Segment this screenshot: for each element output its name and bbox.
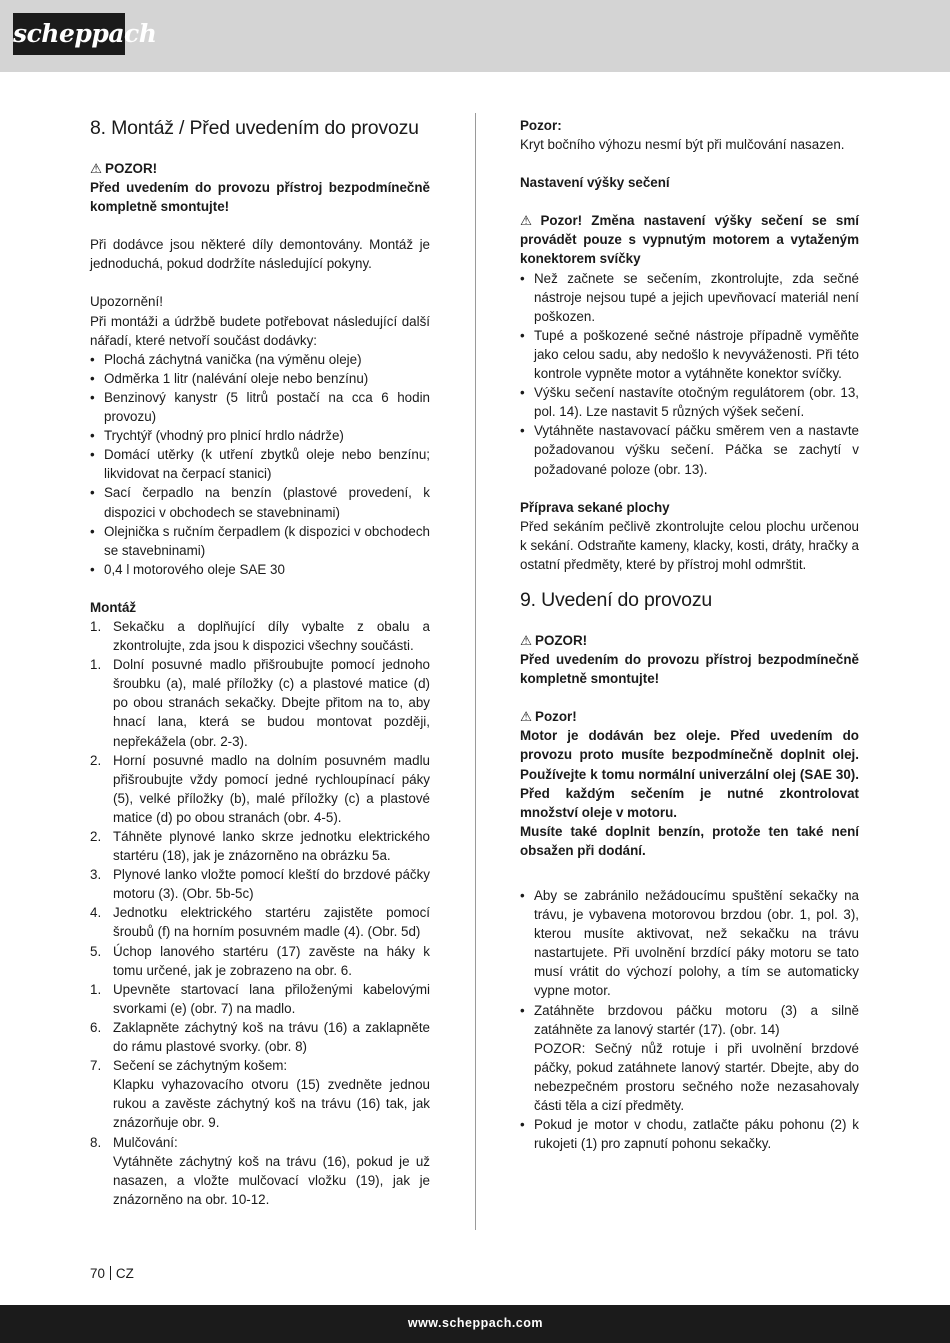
step-number: 1. [90, 657, 102, 673]
warning-label: POZOR! [105, 161, 158, 176]
step-number: 1. [90, 981, 102, 997]
bullet-marker: • [520, 423, 525, 439]
bullet-marker: • [90, 428, 95, 444]
height-list [520, 269, 859, 479]
tool-item: • Trychtýř (vhodný pro plnicí hrdlo nádrže) [90, 426, 430, 445]
start-item: • Pokud je motor v chodu, zatlačte páku pohonu (2) k rukojeti (1) pro zapnutí pohonu sekačky. [520, 1117, 859, 1152]
assembly-steps-list [90, 617, 430, 1209]
assembly-step: 8. Mulčování: Vytáhněte záchytný koš na trávu (16), pokud je už nasazen, a vložte mulčovací vložku (19), jak je znázorněno na obr. 10-12. [90, 1134, 430, 1207]
height-item: • Než začnete se sečením, zkontrolujte, zda sečné nástroje nejsou tupé a jejich upevňovací materiál není poškozen. [520, 270, 859, 324]
assembly-step: 6. Zaklapněte záchytný koš na trávu (16) a zaklapněte do rámu plastové svorky. (obr. 8) [90, 1019, 430, 1055]
assembly-step: 1. Dolní posuvné madlo přišroubujte pomocí jednoho šroubku (a), malé příložky (c) a plastové matice (d) po obou stranách sekačky. Dbejte přitom na to, aby hnací lana, která se budou montovat později, nepřekážela (obr. 2-3). [90, 657, 430, 749]
assembly-step: 4. Jednotku elektrického startéru zajistěte pomocí šroubů (f) na horním posuvném madle (4). (Obr. 5d) [90, 905, 430, 940]
tool-item: • Odměrka 1 litr (nalévání oleje nebo benzínu) [90, 369, 430, 388]
step-number: 1. [90, 618, 102, 634]
height-item: • Tupé a poškozené sečné nástroje případně vyměňte jako celou sadu, aby nedošlo k nevyváženosti. Při této kontrole vypněte motor a vytáhněte konektor svíčky. [520, 327, 859, 382]
warning-triangle-icon: ⚠ [520, 709, 533, 725]
section-8-heading: 8. Montáž / Před uvedením do provozu [90, 117, 419, 139]
start-item: • Aby se zabránilo nežádoucímu spuštění sekačky na trávu, je vybavena motorovou brzdou (obr. 1, pol. 3), kterou musíte aktivovat, než sekačku na trávu nastartujete. Při uvolnění brzdící páky motoru se tato musí vrátit do výchozí polohy, a tím se automaticky vypne motor. [520, 888, 859, 999]
tool-item: • Domácí utěrky (k utření zbytků oleje nebo benzínu; likvidovat na čerpací stanici) [90, 447, 430, 482]
start-item: • Zatáhněte brzdovou páčku motoru (3) a silně zatáhněte za lanový startér (17). (obr. 14) POZOR: Sečný nůž rotuje i při uvolnění brzdové páčky, pokud zatáhnete lanový startér. Dbejte, aby do nebezpečném prostoru sečného nože nezasahovaly části těla a cizí předměty. [520, 1002, 859, 1114]
step-number: 8. [90, 1134, 102, 1150]
bullet-marker: • [520, 1002, 525, 1018]
montaz-title: Montáž [90, 599, 137, 615]
start-list [520, 886, 859, 1153]
column-divider [475, 113, 476, 1230]
warning-text: Před uvedením do provozu přístroj bezpodmínečně kompletně smontujte! [90, 180, 430, 215]
step-number: 2. [90, 752, 102, 768]
brand-logo: scheppach [13, 13, 125, 55]
bullet-marker: • [90, 351, 95, 367]
height-item: • Výšku sečení nastavíte otočným regulátorem (obr. 13, pol. 14). Lze nastavit 5 různých výšek sečení. [520, 385, 859, 420]
warning-triangle-icon: ⚠ [90, 161, 103, 176]
oil-warning-heading [520, 707, 859, 726]
oil-label: Pozor! [535, 709, 577, 725]
warning-triangle-icon: ⚠ [520, 632, 533, 648]
assembly-step: 1. Upevněte startovací lana přiloženými kabelovými svorkami (e) (obr. 7) na madlo. [90, 981, 430, 1016]
assembly-step: 2. Horní posuvné madlo na dolním posuvném madlu přišroubujte vždy pomocí jedné rychloupínací páky (5), velké příložky (b), malé příložky (c) a plastové matice (d) po obou stranách (obr. 4-5). [90, 752, 430, 825]
assembly-step: 2. Táhněte plynové lanko skrze jednotku elektrického startéru (18), jak je znázorněno na obrázku 5a. [90, 829, 430, 864]
bullet-marker: • [520, 270, 525, 286]
tool-item: • Olejnička s ručním čerpadlem (k dispozici v obchodech se stavebninami) [90, 523, 430, 558]
height-warning [520, 211, 859, 268]
bullet-marker: • [90, 389, 95, 405]
bullet-marker: • [90, 523, 95, 539]
warning9-heading [520, 631, 859, 650]
delivery-paragraph: Při dodávce jsou některé díly demontovány. Montáž je jednoduchá, pokud dodržíte následující pokyny. [90, 237, 430, 272]
step-number: 4. [90, 905, 102, 921]
prep-title: Příprava sekané plochy [520, 499, 670, 515]
warning-heading [90, 159, 430, 178]
assembly-step: 3. Plynové lanko vložte pomocí kleští do brzdové páčky motoru (3). (Obr. 5b-5c) [90, 867, 430, 902]
left-column [90, 116, 430, 1209]
step-number: 5. [90, 943, 102, 959]
pozor-label: Pozor: [520, 118, 562, 133]
step-number: 7. [90, 1058, 102, 1074]
bullet-marker: • [90, 561, 95, 577]
oil-text: Motor je dodáván bez oleje. Před uvedením do provozu proto musíte bezpodmínečně doplnit olej. Používejte k tomu normální univerzální olej (SAE 30). Před každým sečením je nutné zkontrolovat množství oleje v motoru. [520, 728, 859, 820]
bullet-marker: • [90, 447, 95, 463]
page-number [90, 1264, 134, 1283]
notice-label: Upozornění! [90, 294, 163, 310]
section-9-heading: 9. Uvedení do provozu [520, 588, 713, 611]
height-title: Nastavení výšky sečení [520, 175, 670, 191]
page-header [0, 0, 950, 72]
page-footer [0, 1305, 950, 1343]
assembly-step: 5. Úchop lanového startéru (17) zavěste na háky k tomu určené, jak je zobrazeno na obr. 6. [90, 943, 430, 978]
bullet-marker: • [520, 1117, 525, 1133]
prep-text: Před sekáním pečlivě zkontrolujte celou plochu určenou k sekání. Odstraňte kameny, klacky, kosti, dráty, hračky a ostatní předměty, které by přístroj mohl odmrštit. [520, 518, 859, 572]
notice-text: Při montáži a údržbě budete potřebovat následující další nářadí, které netvoří součást dodávky: [90, 313, 430, 348]
assembly-step: 7. Sečení se záchytným košem: Klapku vyhazovacího otvoru (15) zvedněte jednou rukou a zavěste záchytný koš na trávu (16) tak, jak znázorňuje obr. 9. [90, 1058, 430, 1131]
bullet-marker: • [520, 385, 525, 401]
page-number-value: 70 [90, 1266, 105, 1281]
tool-item: • Sací čerpadlo na benzín (plastové provedení, k dispozici v obchodech se stavebninami) [90, 485, 430, 520]
bullet-marker: • [90, 370, 95, 386]
warning9-text: Před uvedením do provozu přístroj bezpodmínečně kompletně smontujte! [520, 652, 859, 687]
height-item: • Vytáhněte nastavovací páčku směrem ven a nastavte požadovanou výšku sečení. Páčka se zachytí v požadované poloze (obr. 13). [520, 423, 859, 477]
language-code: CZ [115, 1266, 134, 1281]
tool-item: • 0,4 l motorového oleje SAE 30 [90, 560, 430, 579]
tool-item: • Benzinový kanystr (5 litrů postačí na cca 6 hodin provozu) [90, 389, 430, 425]
pozor-text: Kryt bočního výhozu nesmí být při mulčování nasazen. [520, 137, 845, 153]
page-separator [110, 1266, 111, 1280]
assembly-step: 1. Sekačku a doplňující díly vybalte z obalu a zkontrolujte, zda jsou k dispozici všechny součásti. [90, 618, 430, 654]
tools-list [90, 350, 430, 579]
step-number: 3. [90, 867, 102, 883]
step-number: 2. [90, 829, 102, 844]
step-number: 6. [90, 1019, 102, 1035]
height-warning-text: Pozor! Změna nastavení výšky sečení se smí provádět pouze s vypnutým motorem a vytaženým konektorem svíčky [520, 213, 859, 267]
tool-item: • Plochá záchytná vanička (na výměnu oleje) [90, 350, 430, 369]
bullet-marker: • [520, 327, 525, 343]
bullet-marker: • [90, 485, 95, 501]
fuel-text: Musíte také doplnit benzín, protože ten také není obsažen při dodání. [520, 823, 859, 858]
warning9-label: POZOR! [535, 632, 588, 648]
bullet-marker: • [520, 888, 525, 903]
warning-triangle-icon: ⚠ [520, 213, 538, 229]
right-column [520, 116, 859, 1153]
website-url[interactable]: www.scheppach.com [407, 1316, 543, 1330]
